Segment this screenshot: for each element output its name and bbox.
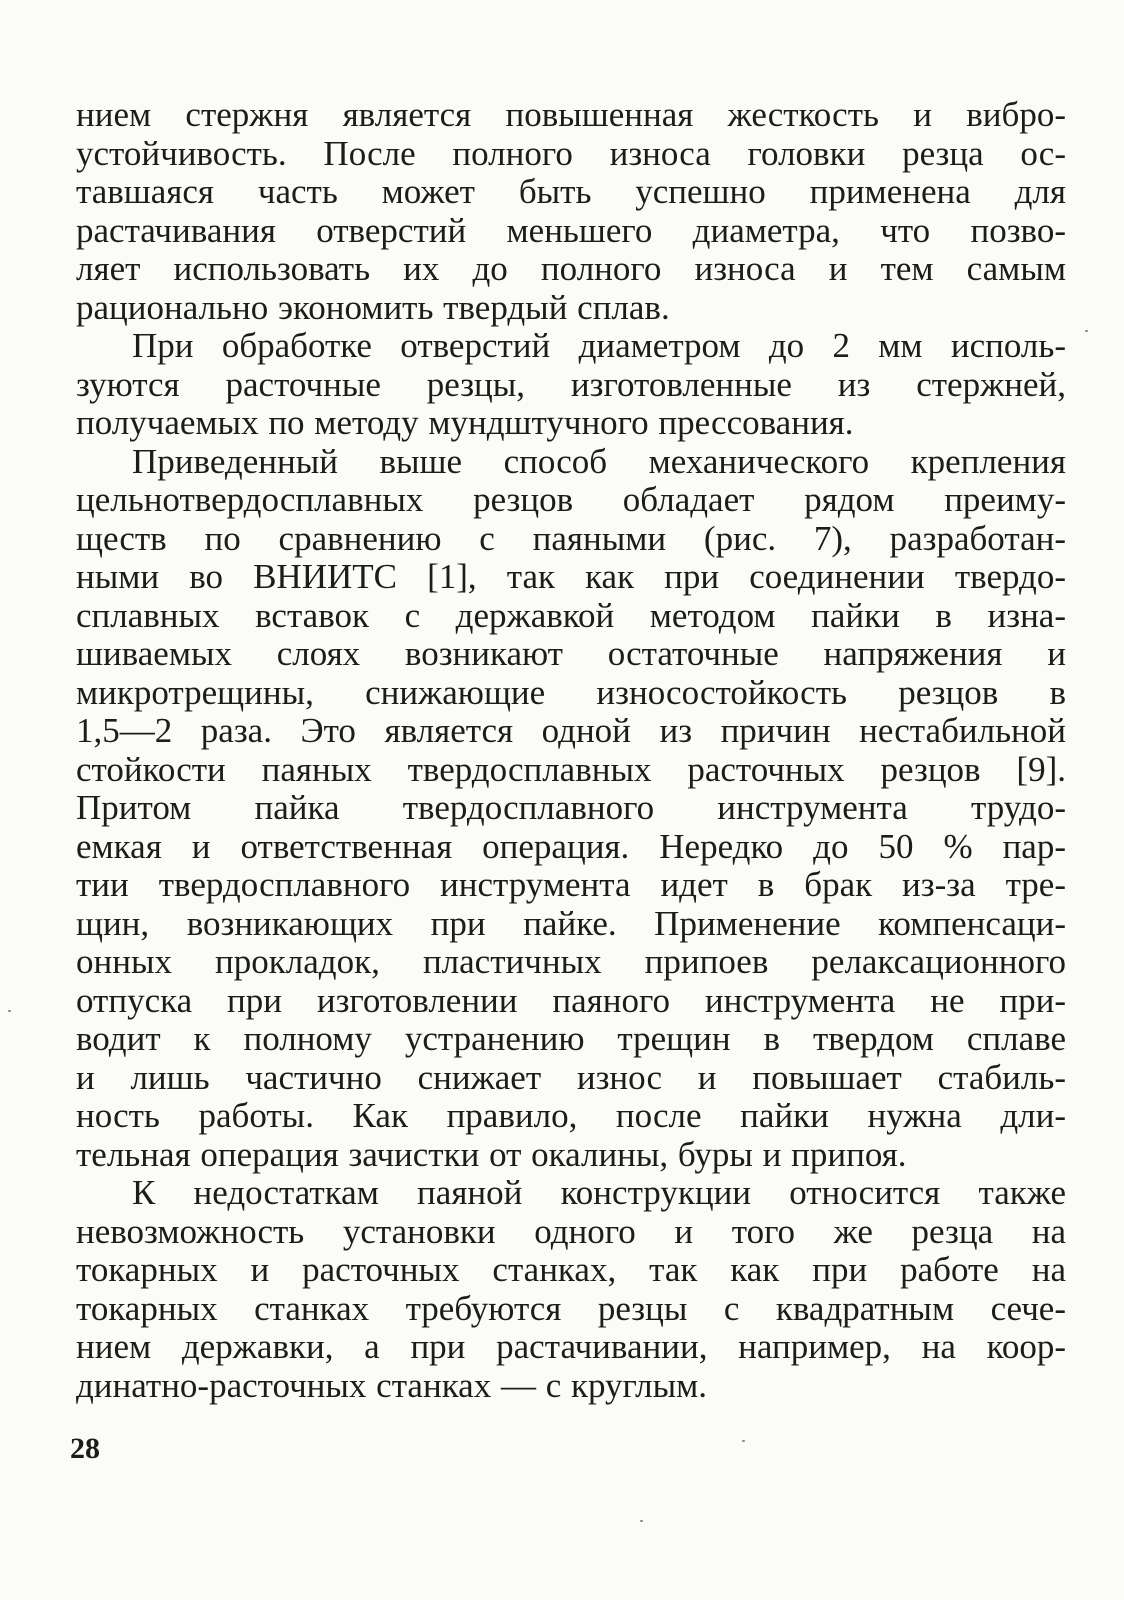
text-line: ными во ВНИИТС [1], так как при соединении твердо- (76, 557, 1066, 596)
text-line: тавшаяся часть может быть успешно применена для (76, 172, 1066, 211)
paragraph-3 (76, 443, 1066, 1175)
text-line: Приведенный выше способ механического крепления (132, 441, 1066, 481)
text-line: ляет использовать их до полного износа и тем самым (76, 249, 1066, 288)
paragraph-2 (76, 327, 1066, 443)
text-line: емкая и ответственная операция. Нередко до 50 % пар- (76, 826, 1066, 866)
text-line: нием державки, а при растачивании, например, на коор- (76, 1327, 1066, 1366)
text-line: рационально экономить твердый сплав. (76, 287, 670, 327)
text-line: токарных станках требуются резцы с квадратным сече- (76, 1288, 1066, 1328)
text-line: токарных и расточных станках, так как при работе на (76, 1250, 1066, 1289)
text-line: 1,5—2 раза. Это является одной из причин нестабильной (76, 711, 1066, 750)
text-line: Притом пайка твердосплавного инструмента трудо- (76, 788, 1066, 827)
page-number: 28 (70, 1432, 100, 1465)
text-line: К недостаткам паяной конструкции относится также (132, 1173, 1066, 1212)
text-line: отпуска при изготовлении паяного инструмента не при- (76, 980, 1066, 1020)
text-line: и лишь частично снижает износ и повышает стабиль- (76, 1057, 1066, 1097)
text-line: тии твердосплавного инструмента идет в брак из-за тре- (76, 865, 1066, 904)
print-speck (640, 1520, 643, 1522)
text-line: микротрещины, снижающие износостойкость резцов в (76, 672, 1066, 712)
text-line: шиваемых слоях возникают остаточные напряжения и (76, 634, 1066, 673)
print-speck (1085, 330, 1088, 332)
text-line: стойкости паяных твердосплавных расточных резцов [9]. (76, 749, 1066, 789)
text-line: ществ по сравнению с паяными (рис. 7), разработан- (76, 518, 1066, 558)
text-body (76, 96, 1066, 1405)
paragraph-1 (76, 96, 1066, 327)
print-speck (742, 1440, 745, 1442)
text-line: тельная операция зачистки от окалины, буры и припоя. (76, 1134, 907, 1174)
text-line: динатно-расточных станках — с круглым. (76, 1365, 707, 1405)
text-line: водит к полному устранению трещин в твердом сплаве (76, 1019, 1066, 1058)
text-line: нием стержня является повышенная жесткость и вибро- (76, 95, 1066, 134)
text-line: щин, возникающих при пайке. Применение компенсаци- (76, 903, 1066, 943)
text-line: цельнотвердосплавных резцов обладает рядом преиму- (76, 480, 1066, 519)
print-speck (8, 1010, 11, 1012)
text-line: растачивания отверстий меньшего диаметра, что позво- (76, 210, 1066, 250)
text-line: При обработке отверстий диаметром до 2 мм исполь- (132, 326, 1066, 365)
text-line: невозможность установки одного и того же резца на (76, 1211, 1066, 1251)
text-line: зуются расточные резцы, изготовленные из стержней, (76, 364, 1066, 404)
text-line: ность работы. Как правило, после пайки нужна дли- (76, 1096, 1066, 1135)
text-line: сплавных вставок с державкой методом пайки в изна- (76, 595, 1066, 635)
text-line: устойчивость. После полного износа головки резца ос- (76, 133, 1066, 173)
text-line: получаемых по методу мундштучного прессования. (76, 403, 854, 442)
text-line: онных прокладок, пластичных припоев релаксационного (76, 942, 1066, 981)
paragraph-4 (76, 1174, 1066, 1405)
